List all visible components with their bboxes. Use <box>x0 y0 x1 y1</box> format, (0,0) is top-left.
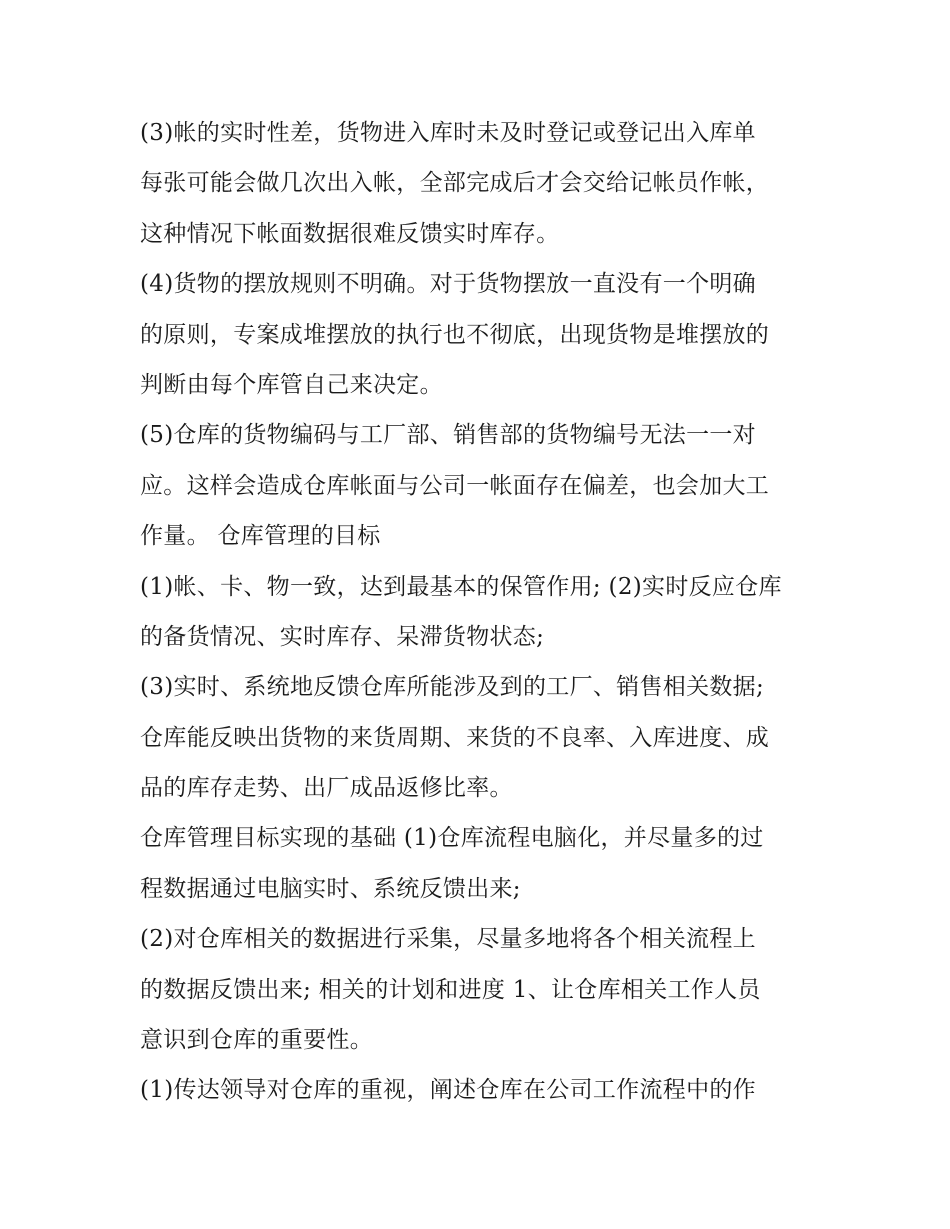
text-line: (2)对仓库相关的数据进行采集，尽量多地将各个相关流程上 <box>140 926 756 953</box>
text-line: 应。这样会造成仓库帐面与公司一帐面存在偏差，也会加大工 <box>140 472 770 499</box>
text-line: 品的库存走势、出厂成品返修比率。 <box>140 775 513 802</box>
text-line: 仓库能反映出货物的来货周期、来货的不良率、入库进度、成 <box>140 724 770 751</box>
text-line: 作量。 仓库管理的目标 <box>140 523 381 550</box>
text-line: (1)传达领导对仓库的重视，阐述仓库在公司工作流程中的作 <box>140 1077 756 1104</box>
text-line: (4)货物的摆放规则不明确。对于货物摆放一直没有一个明确 <box>140 271 756 298</box>
text-line: (3)实时、系统地反馈仓库所能涉及到的工厂、销售相关数据; <box>140 674 765 701</box>
text-line: 这种情况下帐面数据很难反馈实时库存。 <box>140 220 560 247</box>
text-line: (5)仓库的货物编码与工厂部、销售部的货物编号无法一一对 <box>140 422 756 449</box>
text-line: 的数据反馈出来; 相关的计划和进度 1、让仓库相关工作人员 <box>140 976 761 1003</box>
text-line: 判断由每个库管自己来决定。 <box>140 371 443 398</box>
text-line: (1)帐、卡、物一致，达到最基本的保管作用; (2)实时反应仓库 <box>140 573 782 600</box>
text-line: 每张可能会做几次出入帐，全部完成后才会交给记帐员作帐， <box>140 170 770 197</box>
text-line: 的原则，专案成堆摆放的执行也不彻底，出现货物是堆摆放的 <box>140 321 770 348</box>
text-line: 的备货情况、实时库存、呆滞货物状态; <box>140 623 545 650</box>
text-line: 仓库管理目标实现的基础 (1)仓库流程电脑化，并尽量多的过 <box>140 825 764 852</box>
text-line: (3)帐的实时性差，货物进入库时未及时登记或登记出入库单 <box>140 120 756 146</box>
document-body <box>140 108 820 1116</box>
text-line: 意识到仓库的重要性。 <box>140 1027 373 1054</box>
text-line: 程数据通过电脑实时、系统反馈出来; <box>140 875 521 902</box>
